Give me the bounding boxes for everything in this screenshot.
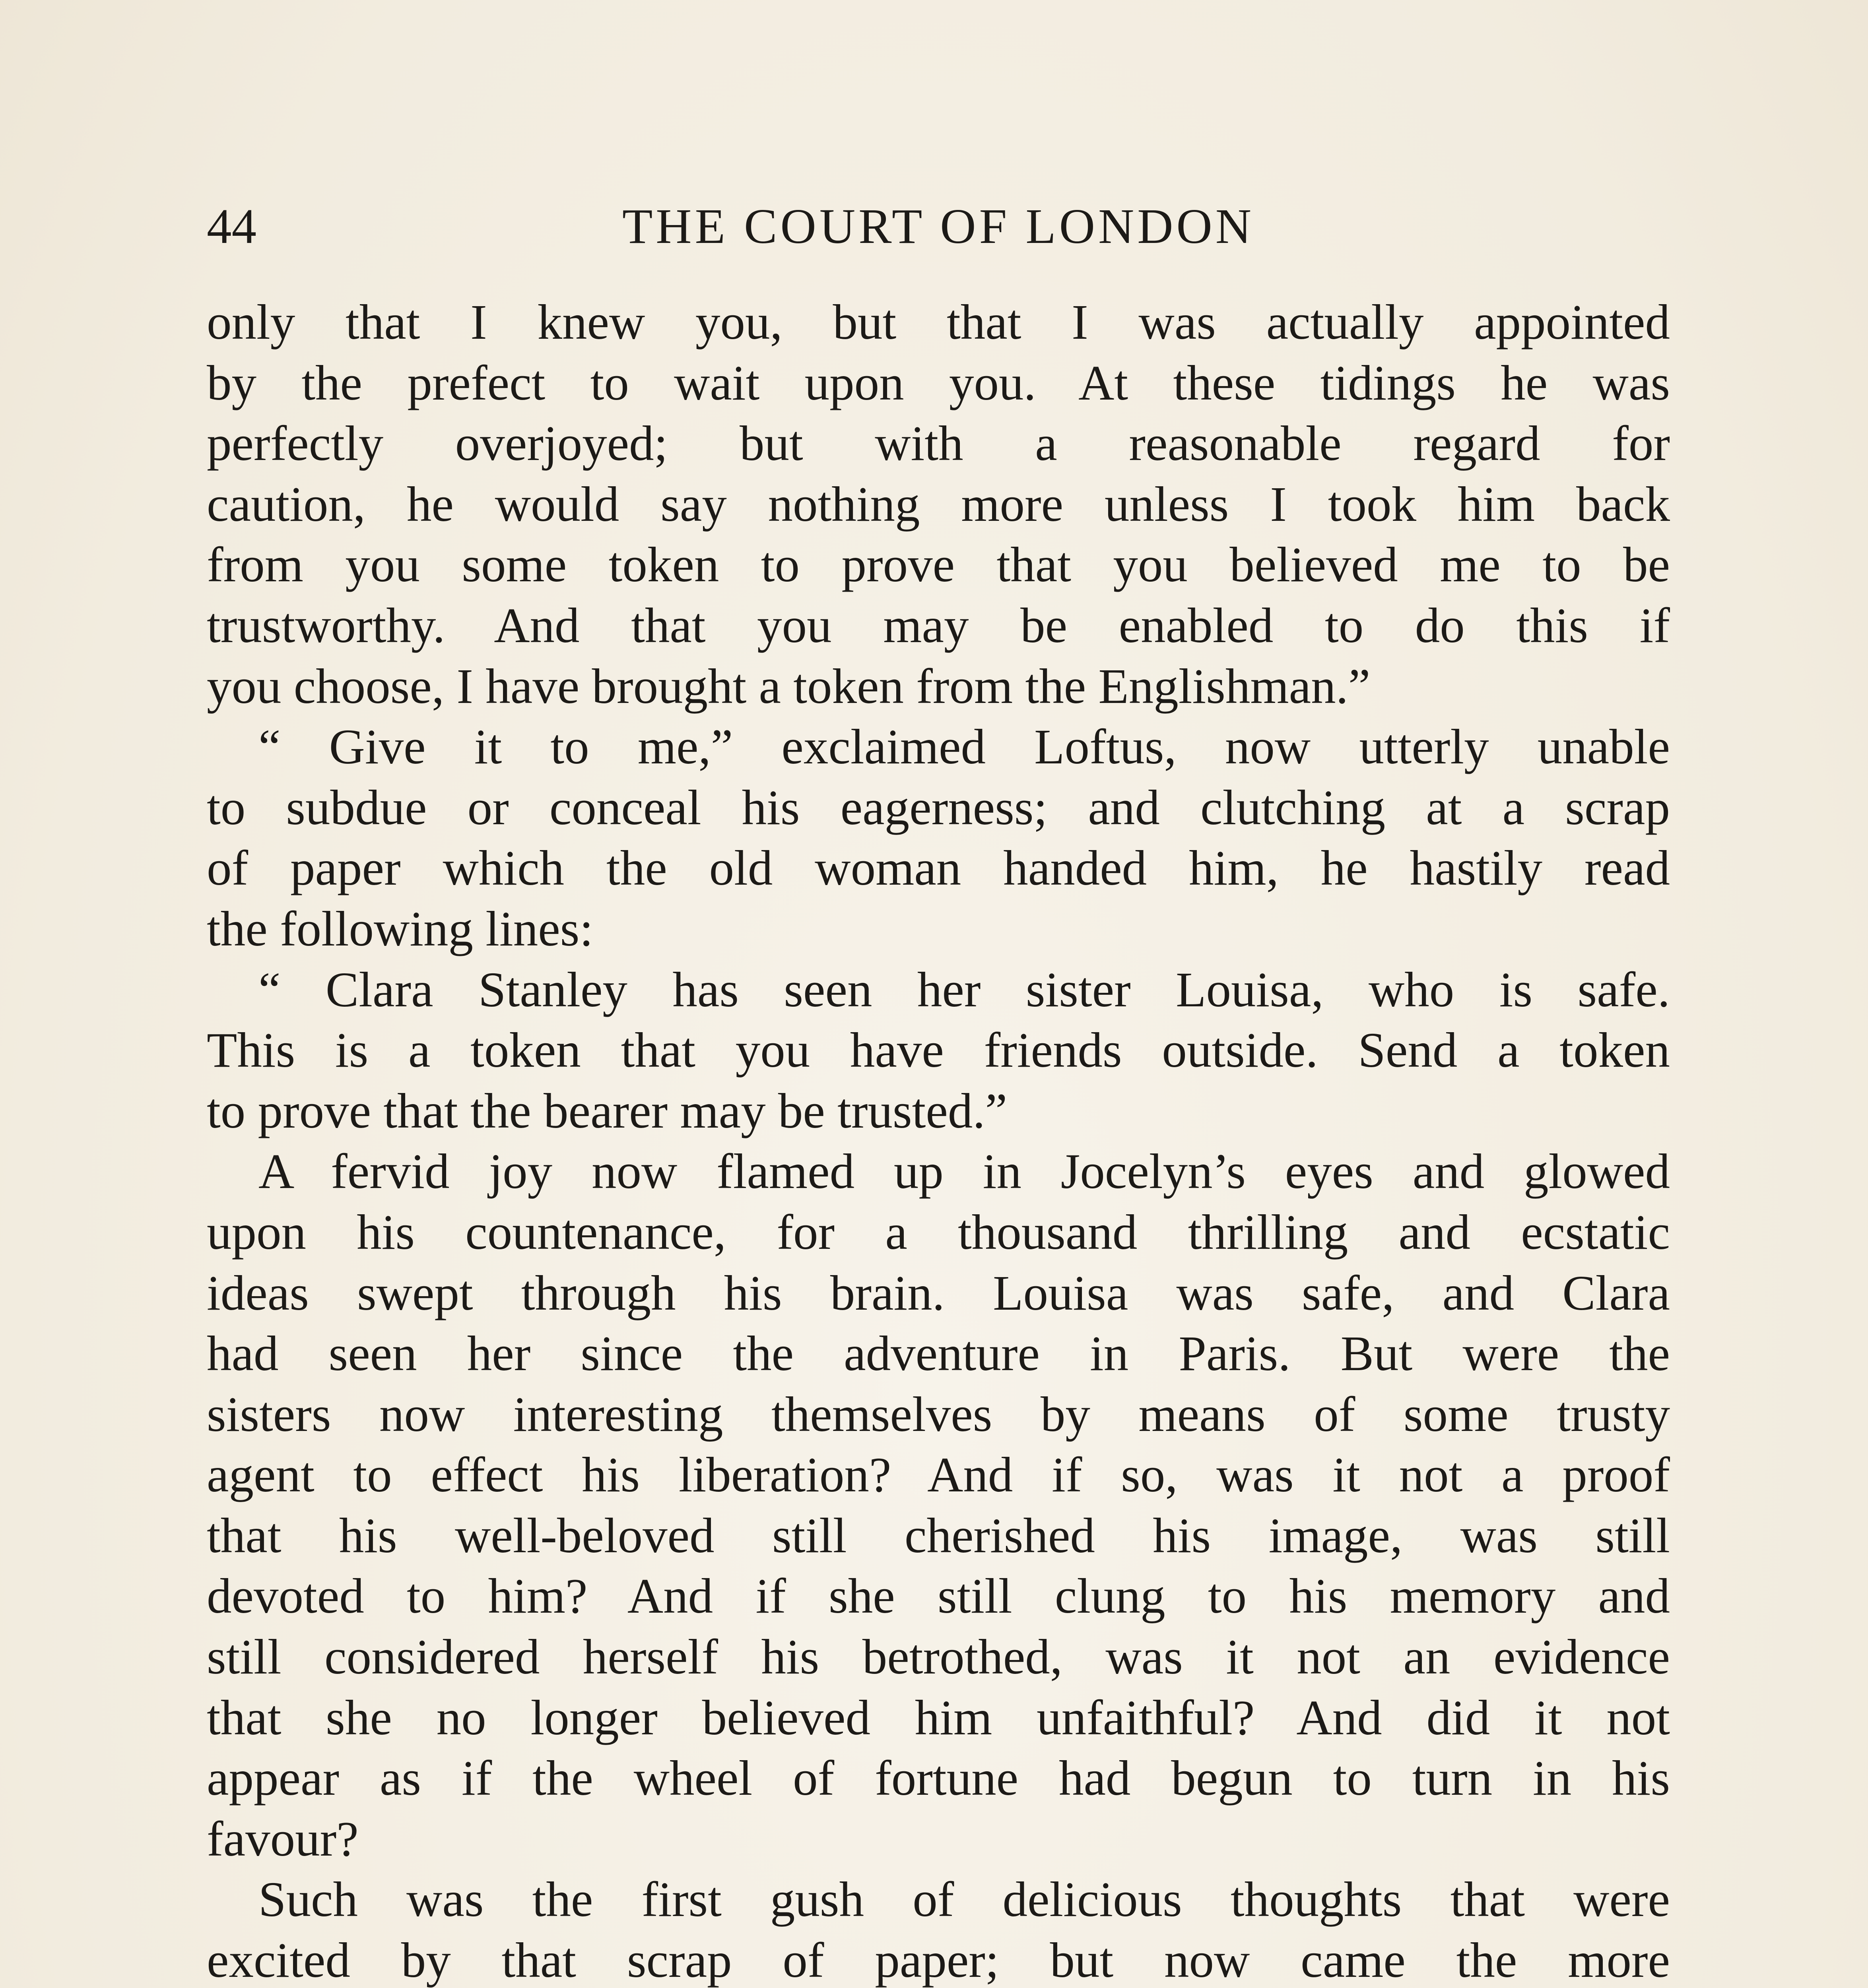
text-line: you choose, I have brought a token from the Englishman.” xyxy=(207,659,1371,714)
text-line: trustworthy. And that you may be enabled to do this if xyxy=(207,598,1670,653)
text-line: the following lines: xyxy=(207,901,594,957)
text-line: to subdue or conceal his eagerness; and clutching at a scrap xyxy=(207,780,1670,835)
text-line: upon his countenance, for a thousand thrilling and ecstatic xyxy=(207,1205,1670,1260)
text-line: appear as if the wheel of fortune had begun to turn in his xyxy=(207,1751,1670,1806)
text-line: devoted to him? And if she still clung to his memory and xyxy=(207,1569,1670,1624)
text-line: of paper which the old woman handed him, he hastily read xyxy=(207,841,1670,896)
running-title: THE COURT OF LONDON xyxy=(622,199,1255,254)
page-header xyxy=(207,187,1670,266)
page-number: 44 xyxy=(207,199,256,254)
text-line: by the prefect to wait upon you. At these tidings he was xyxy=(207,355,1670,411)
text-line: Such was the first gush of delicious thoughts that were xyxy=(258,1872,1670,1928)
text-line: excited by that scrap of paper; but now came the more xyxy=(207,1933,1670,1988)
text-line: “ Clara Stanley has seen her sister Louisa, who is safe. xyxy=(258,962,1670,1017)
text-line: from you some token to prove that you believed me to be xyxy=(207,538,1670,593)
text-line: A fervid joy now flamed up in Jocelyn’s eyes and glowed xyxy=(258,1144,1670,1200)
text-line: to prove that the bearer may be trusted.” xyxy=(207,1083,1008,1139)
text-line: only that I knew you, but that I was actually appointed xyxy=(207,295,1670,350)
text-line: had seen her since the adventure in Paris. But were the xyxy=(207,1326,1670,1382)
text-line: “ Give it to me,” exclaimed Loftus, now utterly unable xyxy=(258,720,1670,775)
text-line: still considered herself his betrothed, was it not an evidence xyxy=(207,1630,1670,1685)
text-line: perfectly overjoyed; but with a reasonable regard for xyxy=(207,416,1670,472)
text-line: that she no longer believed him unfaithful? And did it not xyxy=(207,1690,1670,1745)
text-line: caution, he would say nothing more unless I took him back xyxy=(207,477,1670,532)
text-line: favour? xyxy=(207,1811,359,1867)
text-line: agent to effect his liberation? And if so, was it not a proof xyxy=(207,1448,1670,1503)
text-line: sisters now interesting themselves by means of some trusty xyxy=(207,1387,1670,1442)
text-line: that his well-beloved still cherished his image, was still xyxy=(207,1508,1670,1563)
body-text xyxy=(207,292,1670,1988)
text-line: ideas swept through his brain. Louisa was safe, and Clara xyxy=(207,1266,1670,1321)
text-line: This is a token that you have friends outside. Send a token xyxy=(207,1023,1670,1078)
